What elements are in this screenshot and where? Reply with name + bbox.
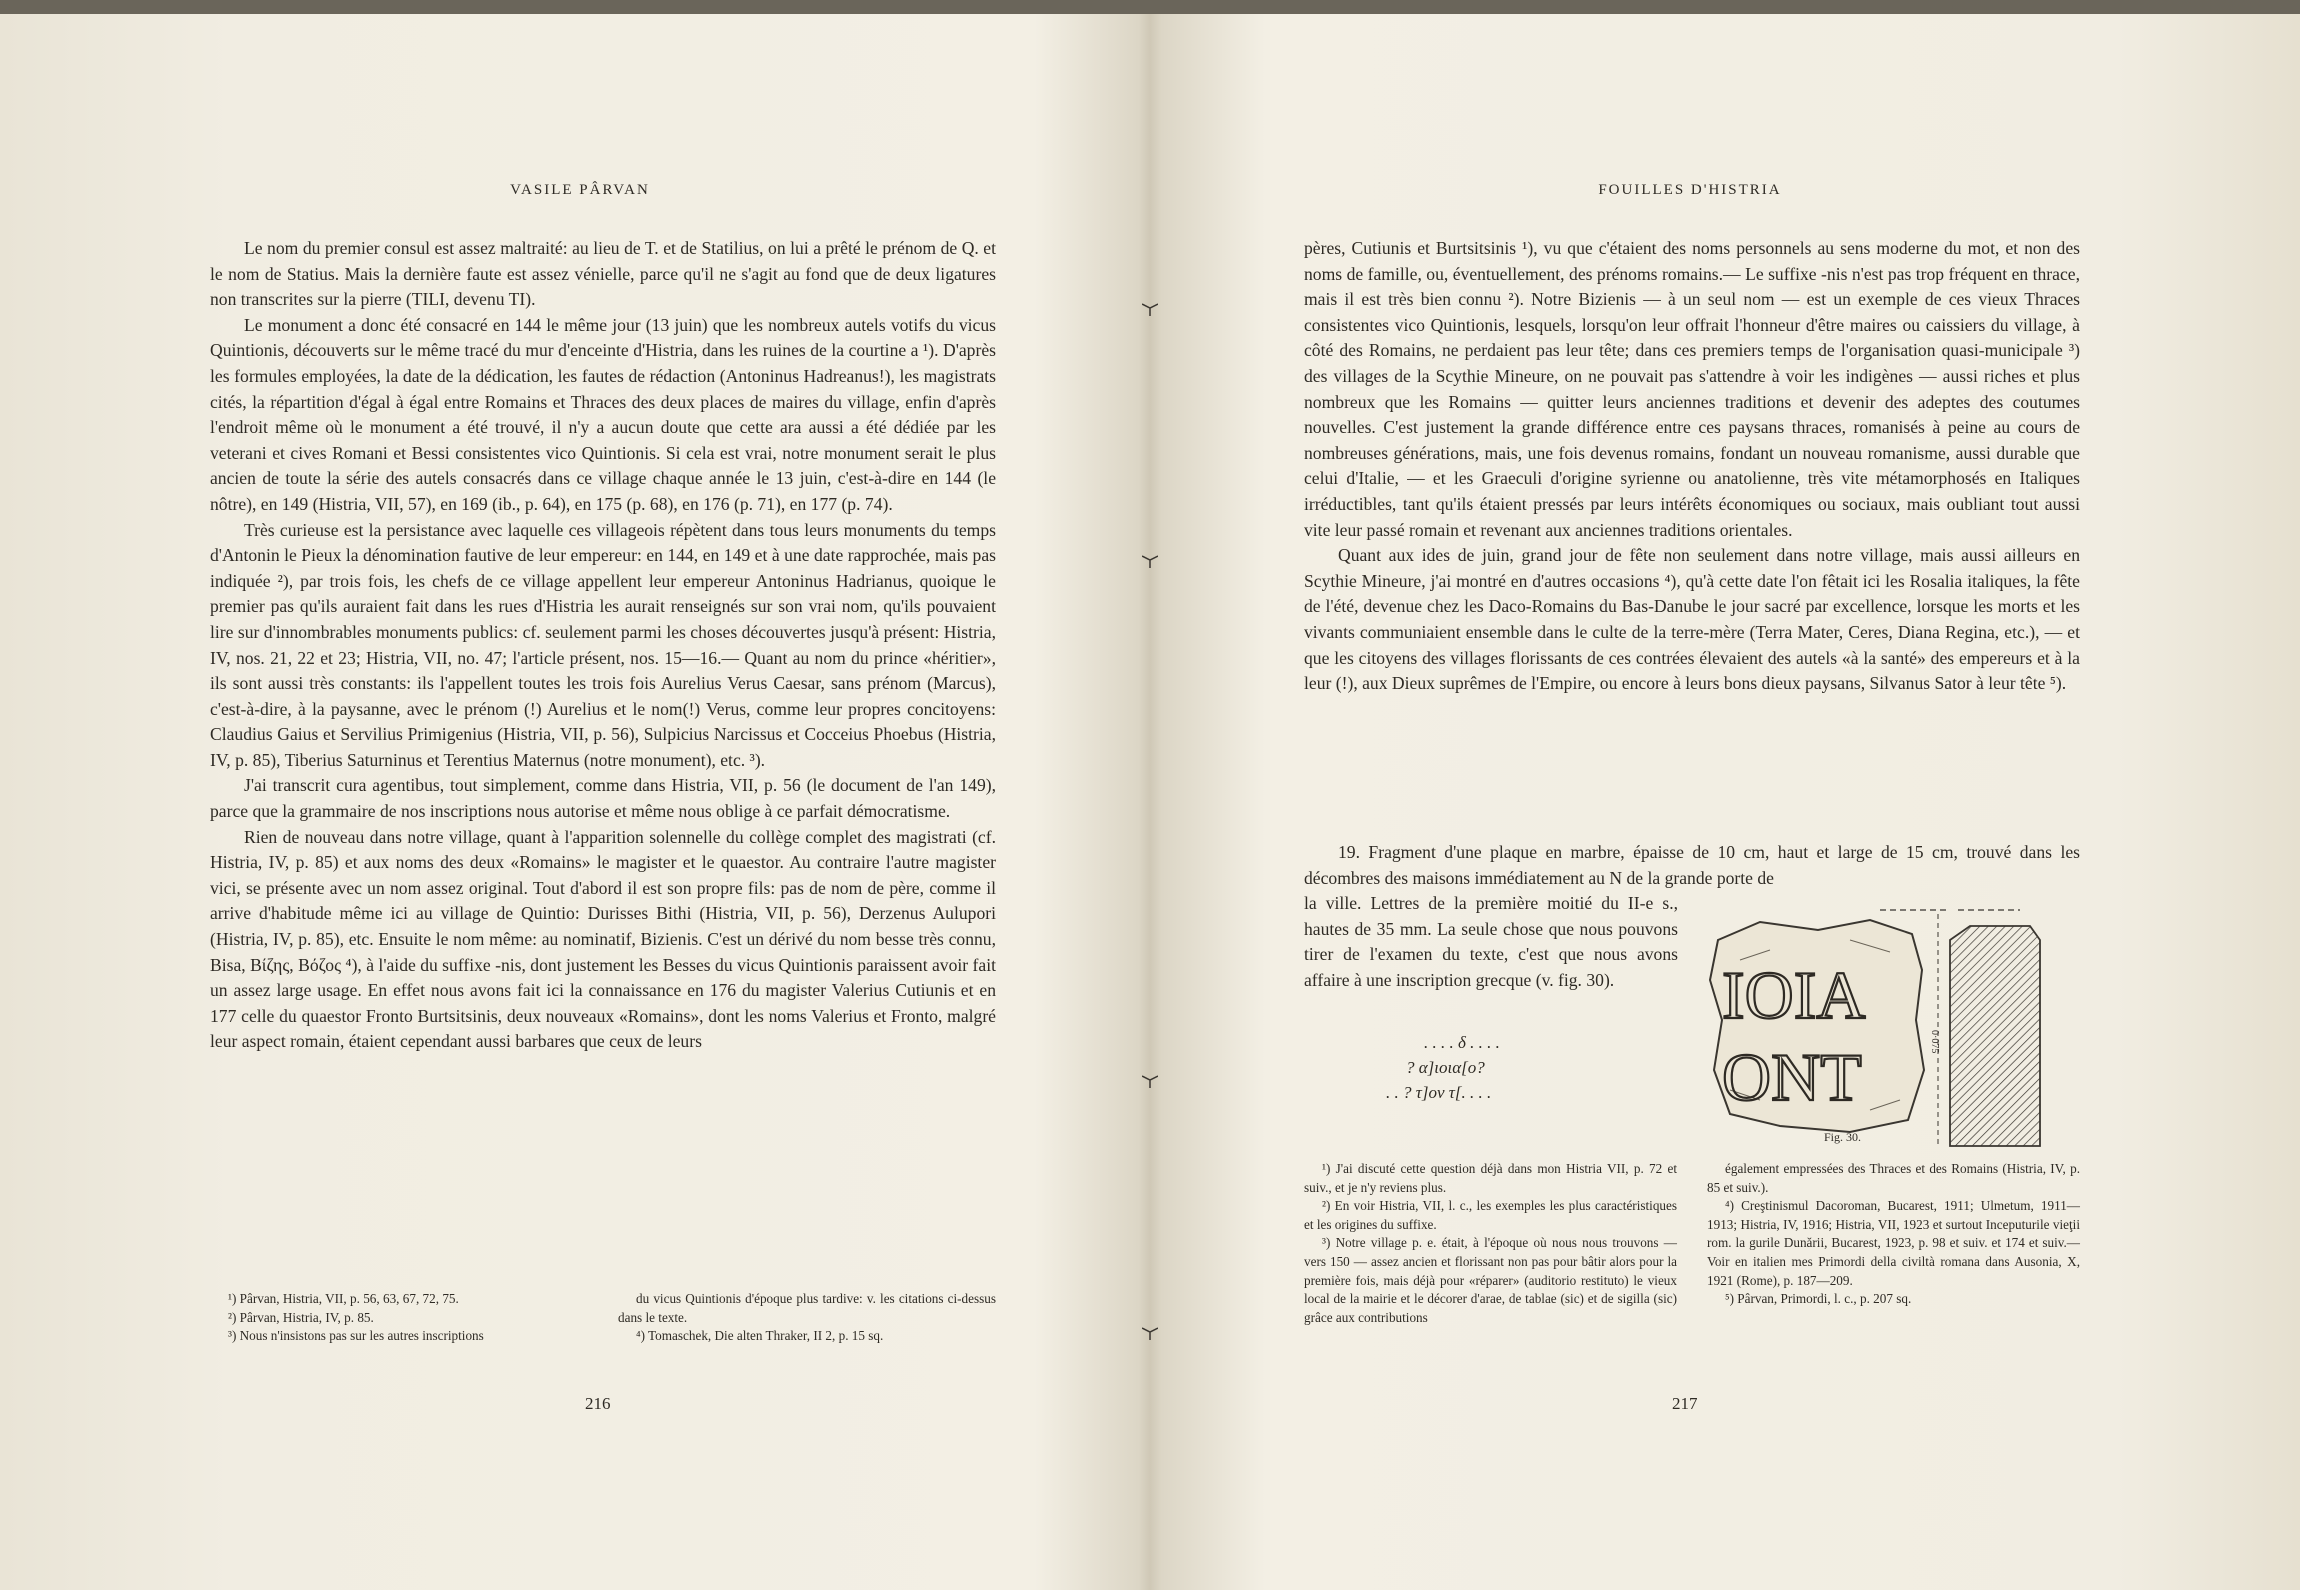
greek-line: . . ? τ]ον τ[. . . . (1386, 1083, 1492, 1102)
left-paragraph: Rien de nouveau dans notre village, quant à l'apparition solennelle du collège complet des magistrati (cf. Histria, IV, p. 85) et aux noms des deux «Romains» le magister et le quaestor. Au contraire l'autre magister vici, se présente avec un nom assez original. Tout d'abord il est son propre fils: pas de nom de père, comme il arrive d'habitude même ici au village de Quintio: Durisses Bithi (Histria, VII, p. 56), Derzenus Aulupori (Histria, IV, p. 85), etc. Ensuite le nom même: au nominatif, Bizienis. C'est un dérivé du nom besse très connu, Bisa, Βίζης, Βόζος ⁴), à l'aide du suffixe -nis, dont justement les Besses du vicus Quintionis paraissent avoir fait un assez large usage. En effet nous avons fait ici la connaissance en 176 du magister Valerius Cutiunis et en 177 celle du quaestor Fronto Burtsitsinis, deux nouveaux «Romains», dont les noms Valerius et Fronto, malgré leur aspect romain, étaient cependant aussi barbares que ceux de leurs (210, 826, 996, 1052)
footnote: ⁵) Pârvan, Primordi, l. c., p. 207 sq. (1725, 1291, 1912, 1307)
left-paragraph: J'ai transcrit cura agentibus, tout simplement, comme dans Histria, VII, p. 56 (le document de l'an 149), parce que la grammaire de nos inscriptions nous autorise et même nous oblige à ce parfait démocratisme. (210, 775, 996, 822)
book-top-edge (0, 0, 2300, 14)
footnote: ²) Pârvan, Histria, IV, p. 85. (228, 1309, 374, 1325)
greek-line: . . . . δ . . . . (1424, 1033, 1500, 1052)
fragment-drawing (1700, 900, 2050, 1150)
left-page-number: 216 (585, 1394, 611, 1413)
left-footnotes-col2 (618, 1290, 996, 1346)
left-running-head: VASILE PÂRVAN (510, 182, 650, 198)
left-footnotes-col1 (210, 1290, 588, 1346)
item-19-lead-text: 19. Fragment d'une plaque en marbre, épaisse de 10 cm, haut et large de 15 cm, trouvé dans les décombres des maisons immédiatement au N de la grande porte de (1304, 842, 2080, 888)
footnote: ⁴) Creştinismul Dacoroman, Bucarest, 1911; Ulmetum, 1911—1913; Histria, IV, 1916; Histria, VII, 1923 et surtout Inceputurile vieţii rom. la gurile Dunării, Bucarest, 1923, p. 98 et suiv. et 174 et suiv.—Voir en italien mes Primordi della civiltà romana dans Ausonia, X, 1921 (Rome), p. 187—209. (1707, 1198, 2080, 1288)
footnote: ⁴) Tomaschek, Die alten Thraker, II 2, p. 15 sq. (636, 1328, 884, 1344)
item-19-lead (1304, 840, 2080, 891)
right-paragraph: Quant aux ides de juin, grand jour de fête non seulement dans notre village, mais aussi ailleurs en Scythie Mineure, j'ai montré en d'autres occasions ⁴), qu'à cette date l'on fêtait ici les Rosalia italiques, la fête de l'été, devenue chez les Daco-Romains du Bas-Danube le jour sacré par excellence, lorsque les morts et les vivants communiaient ensemble dans le culte de la terre-mère (Terra Mater, Ceres, Diana Regina, etc.), — et que les citoyens des villages florissants de ces contrées élevaient des autels «à la santé» des empereurs et à la leur (!), aux Dieux suprêmes de l'Empire, ou encore à leurs bons dieux paysans, Silvanus Sator à leur tête ⁵). (1304, 545, 2080, 694)
inscription-line-1: ΙΟΙΑ (1722, 957, 1866, 1033)
gutter-stitch-mark (1142, 1074, 1158, 1088)
gutter-stitch-mark (1142, 302, 1158, 316)
gutter-stitch-mark (1142, 1326, 1158, 1340)
right-body-text (1304, 236, 2080, 697)
footnote: ¹) Pârvan, Histria, VII, p. 56, 63, 67, 72, 75. (228, 1291, 459, 1306)
footnote: également empressées des Thraces et des Romains (Histria, IV, p. 85 et suiv.). (1707, 1161, 2080, 1195)
footnote: ²) En voir Histria, VII, l. c., les exemples les plus caractéristiques et les origines du suffixe. (1304, 1198, 1677, 1232)
greek-line: ? α]ιοια[ο? (1406, 1058, 1485, 1077)
greek-reading (1386, 1030, 1626, 1105)
footnote: ³) Notre village p. e. était, à l'époque où nous nous trouvons — vers 150 — assez ancien et florissant non pas pour bâtir alors pour la première fois, mais déjà pour «réparer» (auditorio restituto) le vieux local de la mairie et le décorer d'arae, de tablae (sic) et de sigilla (sic) grâce aux contributions (1304, 1235, 1677, 1325)
left-paragraph: Très curieuse est la persistance avec laquelle ces villageois répètent dans tous leurs monuments du temps d'Antonin le Pieux la dénomination fautive de leur empereur: en 144, en 149 et à une date rapprochée, mais pas indiquée ²), par trois fois, les chefs de ce village appellent leur empereur Antoninus Hadrianus, quoique le premier pas qu'ils auraient fait dans les rues d'Histria les aurait renseignés sur son vrai nom, qu'ils pouvaient lire sur d'innombrables monuments publics: cf. seulement parmi les choses découvertes jusqu'à présent: Histria, IV, nos. 21, 22 et 23; Histria, VII, no. 47; l'article présent, nos. 15—16.— Quant au nom du prince «héritier», ils sont aussi très constants: ils l'appellent toutes les trois fois Aurelius Verus Caesar, sans prénom (Marcus), c'est-à-dire, à la paysanne, avec le prénom (!) Aurelius et le nom(!) Verus, comme leur propres concitoyens: Claudius Gaius et Servilius Primigenius (Histria, VII, p. 56), Sulpicius Narcissus et Cocceius Phoebus (Histria, IV, p. 85), Tiberius Saturninus et Terentius Maternus (notre monument), etc. ³). (210, 519, 996, 770)
right-running-head: FOUILLES D'HISTRIA (1598, 182, 1782, 198)
footnote: du vicus Quintionis d'époque plus tardive: v. les citations ci-dessus dans le texte. (618, 1291, 996, 1325)
book-spread (0, 14, 2300, 1590)
right-page-number: 217 (1672, 1394, 1698, 1413)
left-body-text (210, 236, 996, 1055)
left-paragraph: Le nom du premier consul est assez maltraité: au lieu de T. et de Statilius, on lui a prêté le prénom de Q. et le nom de Statius. Mais la dernière faute est assez vénielle, parce qu'il ne s'agit au fond que de deux ligatures non transcrites sur la pierre (TILI, devenu TI). (210, 238, 996, 310)
right-footnotes (1304, 1160, 2080, 1327)
item-19-wrapped-text: la ville. Lettres de la première moitié du II-e s., hautes de 35 mm. La seule chose que nous pouvons tirer de l'examen du texte, c'est que nous avons affaire à une inscription grecque (v. fig. 30). (1304, 893, 1678, 990)
right-paragraph: pères, Cutiunis et Burtsitsinis ¹), vu que c'étaient des noms personnels au sens moderne du mot, et non des noms de famille, ou, éventuellement, des prénoms romains.— Le suffixe -nis n'est pas trop fréquent en thrace, mais il est très bien connu ²). Notre Bizienis — à un seul nom — est un exemple de ces vieux Thraces consistentes vico Quintionis, lesquels, lorsqu'on leur offrait l'honneur d'être maires ou caissiers du village, à côté des Romains, ne perdaient pas leur tête; dans ces premiers temps de l'organisation quasi-municipale ³) des villages de la Scythie Mineure, on ne pouvait pas s'attendre à voir les indigènes — aussi riches et plus nombreux que les Romains — quitter leurs anciennes traditions et devenir des adeptes des coutumes nouvelles. C'est justement la grande différence entre ces paysans thraces, romanisés à peine au cours de nombreuses générations, mais, une fois devenus romains, fondant un nouveau romanisme, aussi durable que celui d'Italie, — et les Graeculi d'origine syrienne ou anatolienne, très vite métamorphosés en Italiques irréductibles, tant qu'ils étaient pressés par leurs intérêts économiques ou sociaux, mais oubliant tout aussi vite leur passé romain et revenant aux anciennes traditions orientales. (1304, 238, 2080, 540)
figure-caption: Fig. 30. (1824, 1130, 1862, 1144)
right-footnotes-col2 (1707, 1160, 2080, 1327)
left-paragraph: Le monument a donc été consacré en 144 le même jour (13 juin) que les nombreux autels votifs du vicus Quintionis, découverts sur le même tracé du mur d'enceinte d'Histria, dans les ruines de la courtine a ¹). D'après les formules employées, la date de la dédication, les fautes de rédaction (Antoninus Hadreanus!), les magistrats cités, la répartition d'égal à égal entre Romains et Thraces des deux places de maires du village, enfin d'après l'endroit même où le monument a été trouvé, il n'y a aucun doute que cette ara aussi a été dédiée par les veterani et cives Romani et Bessi consistentes vico Quintionis. Si cela est vrai, notre monument serait le plus ancien de toute la série des autels consacrés dans ce village chaque année le 13 juin, c'est-à-dire en 144 (le nôtre), en 149 (Histria, VII, 57), en 169 (ib., p. 64), en 175 (p. 68), en 176 (p. 71), en 177 (p. 74). (210, 314, 996, 514)
gutter-stitch-mark (1142, 554, 1158, 568)
inscription-line-2: ΟΝΤ (1722, 1039, 1862, 1115)
item-19-entry (1304, 840, 2080, 1144)
footnote: ³) Nous n'insistons pas sur les autres inscriptions (228, 1328, 484, 1344)
left-footnotes (210, 1290, 996, 1346)
right-footnotes-col1 (1304, 1160, 1677, 1327)
footnote: ¹) J'ai discuté cette question déjà dans mon Histria VII, p. 72 et suiv., et je n'y reviens plus. (1304, 1161, 1677, 1195)
fragment-scale-label: 0·075 (1929, 1030, 1940, 1054)
